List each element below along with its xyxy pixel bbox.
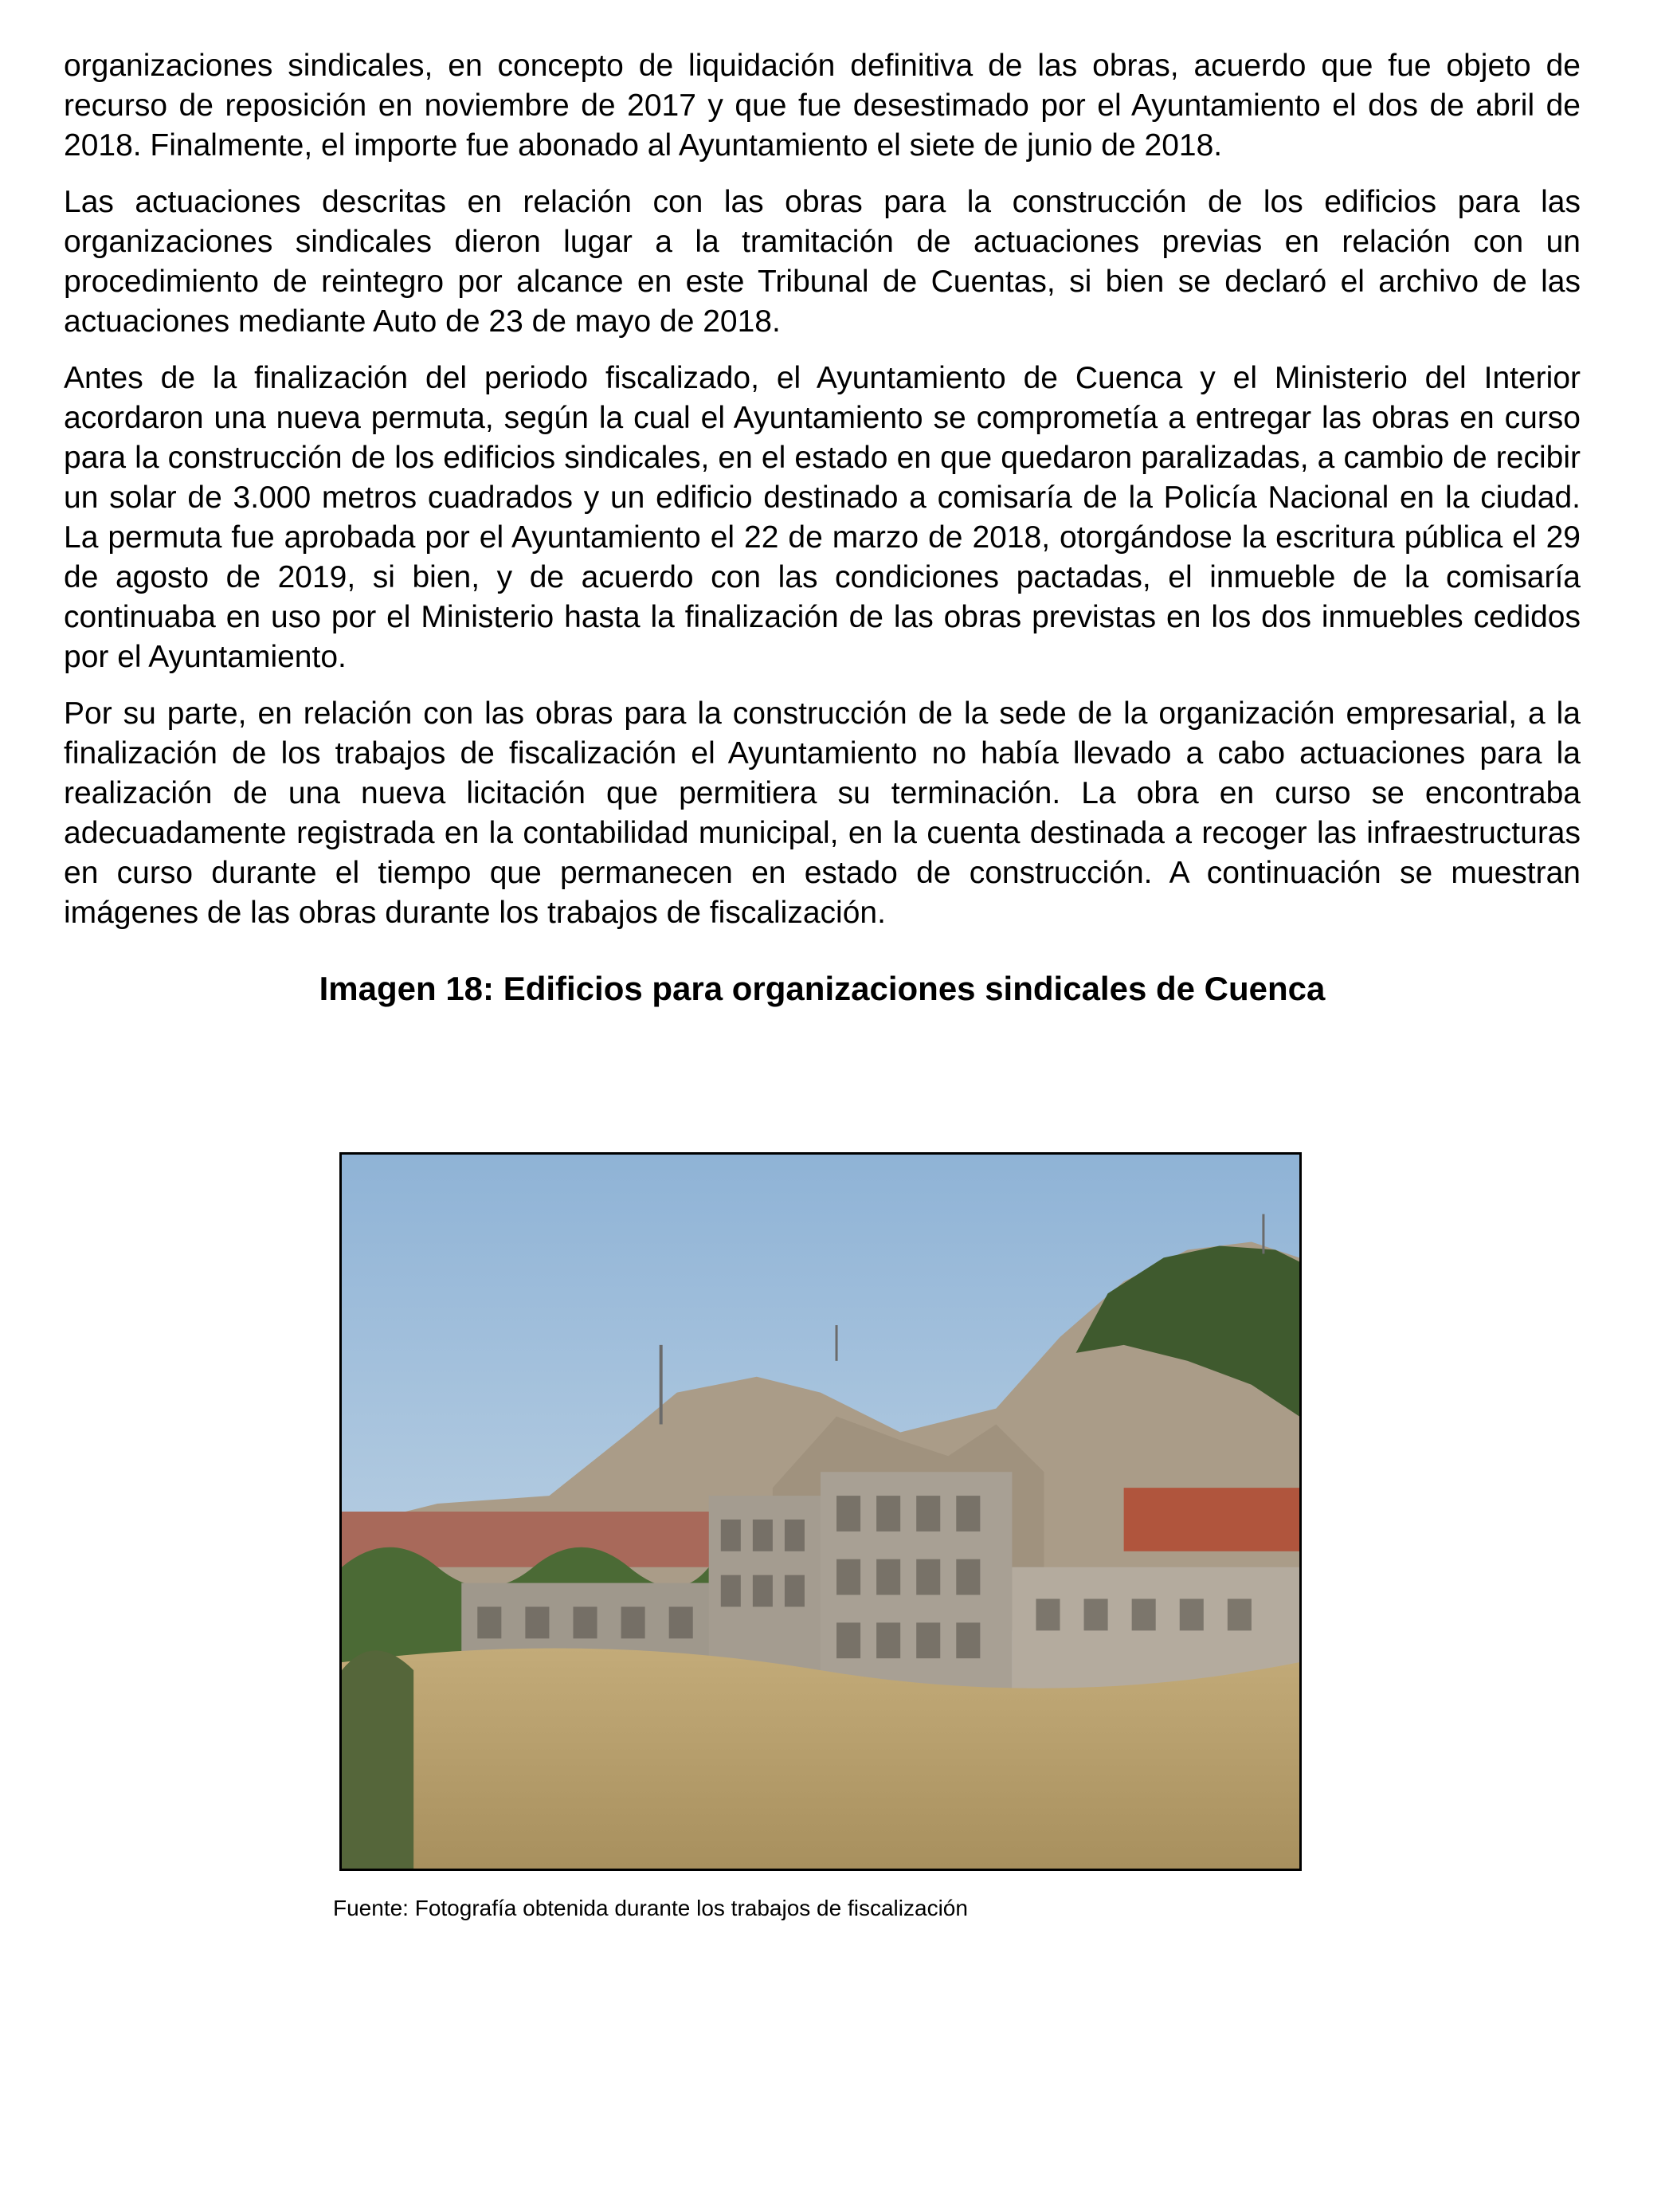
shrub [342,1650,413,1869]
paragraph-3: Antes de la finalización del periodo fiscalizado, el Ayuntamiento de Cuenca y el Ministerio del Interior acordaron una nueva permuta, según la cual el Ayuntamiento se comprometía a entregar las obras en curso para la construcción de los edificios sindicales, en el estado en que quedaron paralizadas, a cambio de recibir un solar de 3.000 metros cuadrados y un edificio destinado a comisaría de la Policía Nacional en la ciudad. La permuta fue aprobada por el Ayuntamiento el 22 de marzo de 2018, otorgándose la escritura pública el 29 de agosto de 2019, si bien, y de acuerdo con las condiciones pactadas, el inmueble de la comisaría continuaba en uso por el Ministerio hasta la finalización de las obras previstas en los dos inmuebles cedidos por el Ayuntamiento. [64,361,1581,674]
paragraph-1: organizaciones sindicales, en concepto de liquidación definitiva de las obras, acuerdo que fue objeto de recurso de reposición en noviembre de 2017 y que fue desestimado por el Ayuntamiento el dos de abril de 2018. Finalmente, el importe fue abonado al Ayuntamiento el siete de junio de 2018. [64,49,1581,163]
figure-source: Fuente: Fotografía obtenida durante los trabajos de fiscalización [333,1896,968,1920]
document-page [64,46,1581,1040]
paragraph-2: Las actuaciones descritas en relación con las obras para la construcción de los edificios para las organizaciones sindicales dieron lugar a la tramitación de actuaciones previas en relación con un procedimiento de reintegro por alcance en este Tribunal de Cuentas, si bien se declaró el archivo de las actuaciones mediante Auto de 23 de mayo de 2018. [64,185,1581,339]
paragraph-4: Por su parte, en relación con las obras para la construcción de la sede de la organización empresarial, a la finalización de los trabajos de fiscalización el Ayuntamiento no había llevado a cabo actuaciones para la realización de una nueva licitación que permitiera su terminación. La obra en curso se encontraba adecuadamente registrada en la contabilidad municipal, en la cuenta destinada a recoger las infraestructuras en curso durante el tiempo que permanecen en estado de construcción. A continuación se muestran imágenes de las obras durante los trabajos de fiscalización. [64,696,1581,930]
figure-photo [339,1152,1302,1871]
figure-title: Imagen 18: Edificios para organizaciones sindicales de Cuenca [319,970,1326,1007]
photo-illustration [342,1155,1299,1869]
town-roofs-right [1124,1488,1299,1551]
